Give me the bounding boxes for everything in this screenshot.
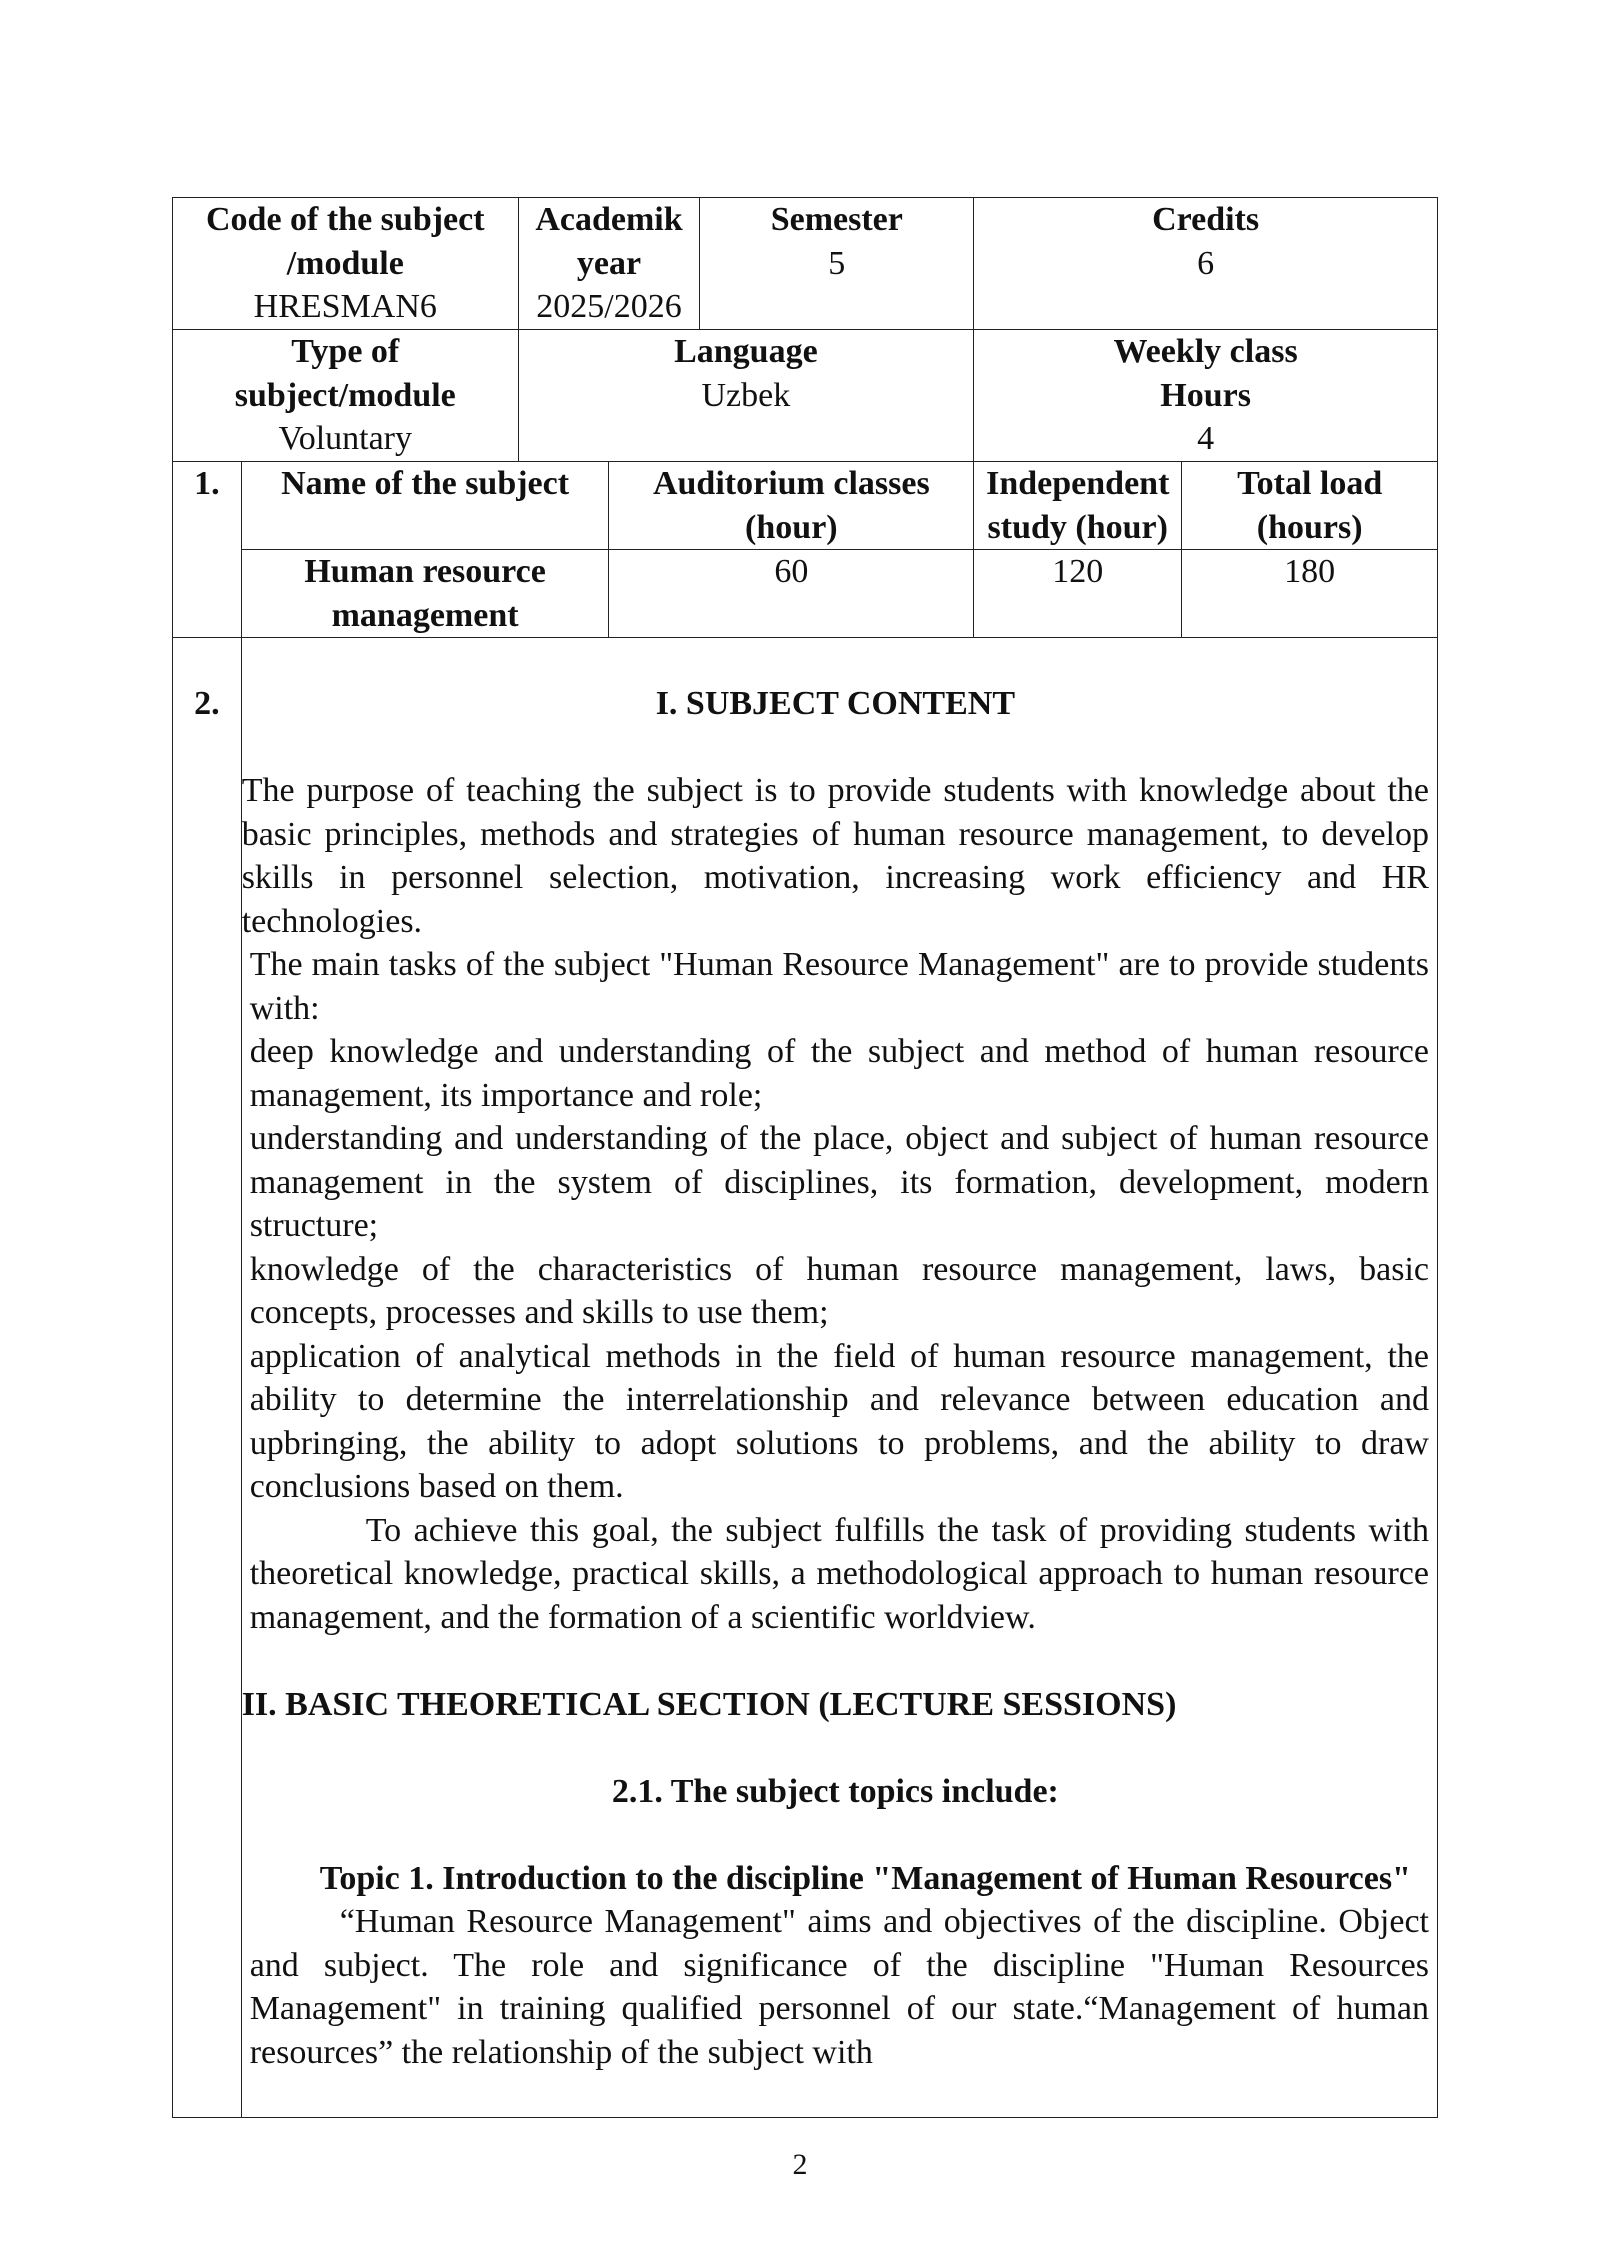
subject-values-row [173, 550, 1438, 638]
topic-1-text: “Human Resource Management" aims and objectives of the discipline. Object and subject. The role and significance of the discipline "Human Resources Management" in training qualified personnel of our state.“Management of human resources” the relationship of the subject with [249, 1903, 1429, 2071]
auditorium-value-text: 60 [774, 553, 809, 590]
auditorium-value [609, 550, 974, 638]
independent-value-text: 120 [1052, 553, 1104, 590]
weekly-hours-value: 4 [1197, 420, 1215, 457]
goal-paragraph: To achieve this goal, the subject fulfills the task of providing students with theoretical knowledge, practical skills, a methodological approach to human resource management, and the formation of a scientific worldview. [249, 1511, 1429, 1636]
language-label: Language [674, 333, 818, 370]
year-cell [518, 198, 700, 330]
subject-header-row [173, 462, 1438, 550]
weekly-hours-cell [974, 330, 1438, 462]
language-cell [518, 330, 974, 462]
code-cell [173, 198, 519, 330]
independent-header [974, 462, 1182, 550]
section-1-title: I. SUBJECT CONTENT [655, 685, 1015, 722]
credits-value: 6 [1197, 244, 1215, 282]
credits-cell [974, 198, 1438, 330]
task-item-1: deep knowledge and understanding of the subject and method of human resource management, its importance and role; [249, 1033, 1429, 1114]
row-number-2-text: 2. [194, 685, 220, 722]
tasks-intro: The main tasks of the subject "Human Resource Management" are to provide students with: [249, 946, 1429, 1027]
header-row-2 [173, 330, 1438, 462]
subsection-title: 2.1. The subject topics include: [611, 1772, 1059, 1810]
row-number-1 [173, 462, 242, 638]
total-value [1182, 550, 1438, 638]
type-value: Voluntary [278, 420, 413, 457]
row-number-2 [173, 638, 242, 2118]
content-row [173, 638, 1438, 2118]
total-header-text: Total load (hours) [1237, 465, 1383, 546]
year-label: Academik year [535, 201, 683, 282]
subject-name-value [241, 550, 609, 638]
task-item-4: application of analytical methods in the field of human resource management, the ability to determine the interrelationship and relevance between education and upbringing, the ability to adopt solutions to problems, and the ability to draw conclusions based on them. [249, 1337, 1429, 1505]
semester-cell [700, 198, 974, 330]
type-cell [173, 330, 519, 462]
credits-label: Credits [1152, 201, 1260, 238]
subject-name-header [241, 462, 609, 550]
row-number-1-text: 1. [194, 465, 220, 502]
page-number: 2 [792, 2148, 808, 2181]
auditorium-header-text: Auditorium classes (hour) [652, 465, 930, 546]
subject-name-header-text: Name of the subject [281, 465, 570, 502]
code-label: Code of the subject /module [205, 201, 485, 282]
independent-value [974, 550, 1182, 638]
independent-header-text: Independent study (hour) [986, 465, 1170, 546]
semester-value: 5 [828, 244, 846, 282]
year-value: 2025/2026 [536, 288, 682, 325]
semester-label: Semester [770, 201, 903, 238]
task-item-2: understanding and understanding of the place, object and subject of human resource management in the system of disciplines, its formation, development, modern structure; [249, 1120, 1429, 1244]
syllabus-table [172, 197, 1438, 2118]
header-row-1 [173, 198, 1438, 330]
subject-content-cell [241, 638, 1437, 2118]
total-header [1182, 462, 1438, 550]
language-value: Uzbek [701, 376, 791, 414]
task-item-3: knowledge of the characteristics of human resource management, laws, basic concepts, processes and skills to use them; [249, 1250, 1429, 1331]
topic-1-title: Topic 1. Introduction to the discipline "Management of Human Resources" [319, 1859, 1411, 1897]
subject-name-value-text: Human resource management [304, 553, 546, 634]
code-value: HRESMAN6 [253, 288, 437, 325]
purpose-paragraph: The purpose of teaching the subject is to provide students with knowledge about the basic principles, methods and strategies of human resource management, to develop skills in personnel selection, motivation, increasing work efficiency and HR technologies. [241, 772, 1429, 940]
type-label: Type of subject/module [234, 333, 456, 414]
weekly-hours-label: Weekly class Hours [1113, 333, 1298, 414]
total-value-text: 180 [1284, 553, 1336, 590]
section-2-title: II. BASIC THEORETICAL SECTION (LECTURE SESSIONS) [241, 1685, 1177, 1723]
auditorium-header [609, 462, 974, 550]
